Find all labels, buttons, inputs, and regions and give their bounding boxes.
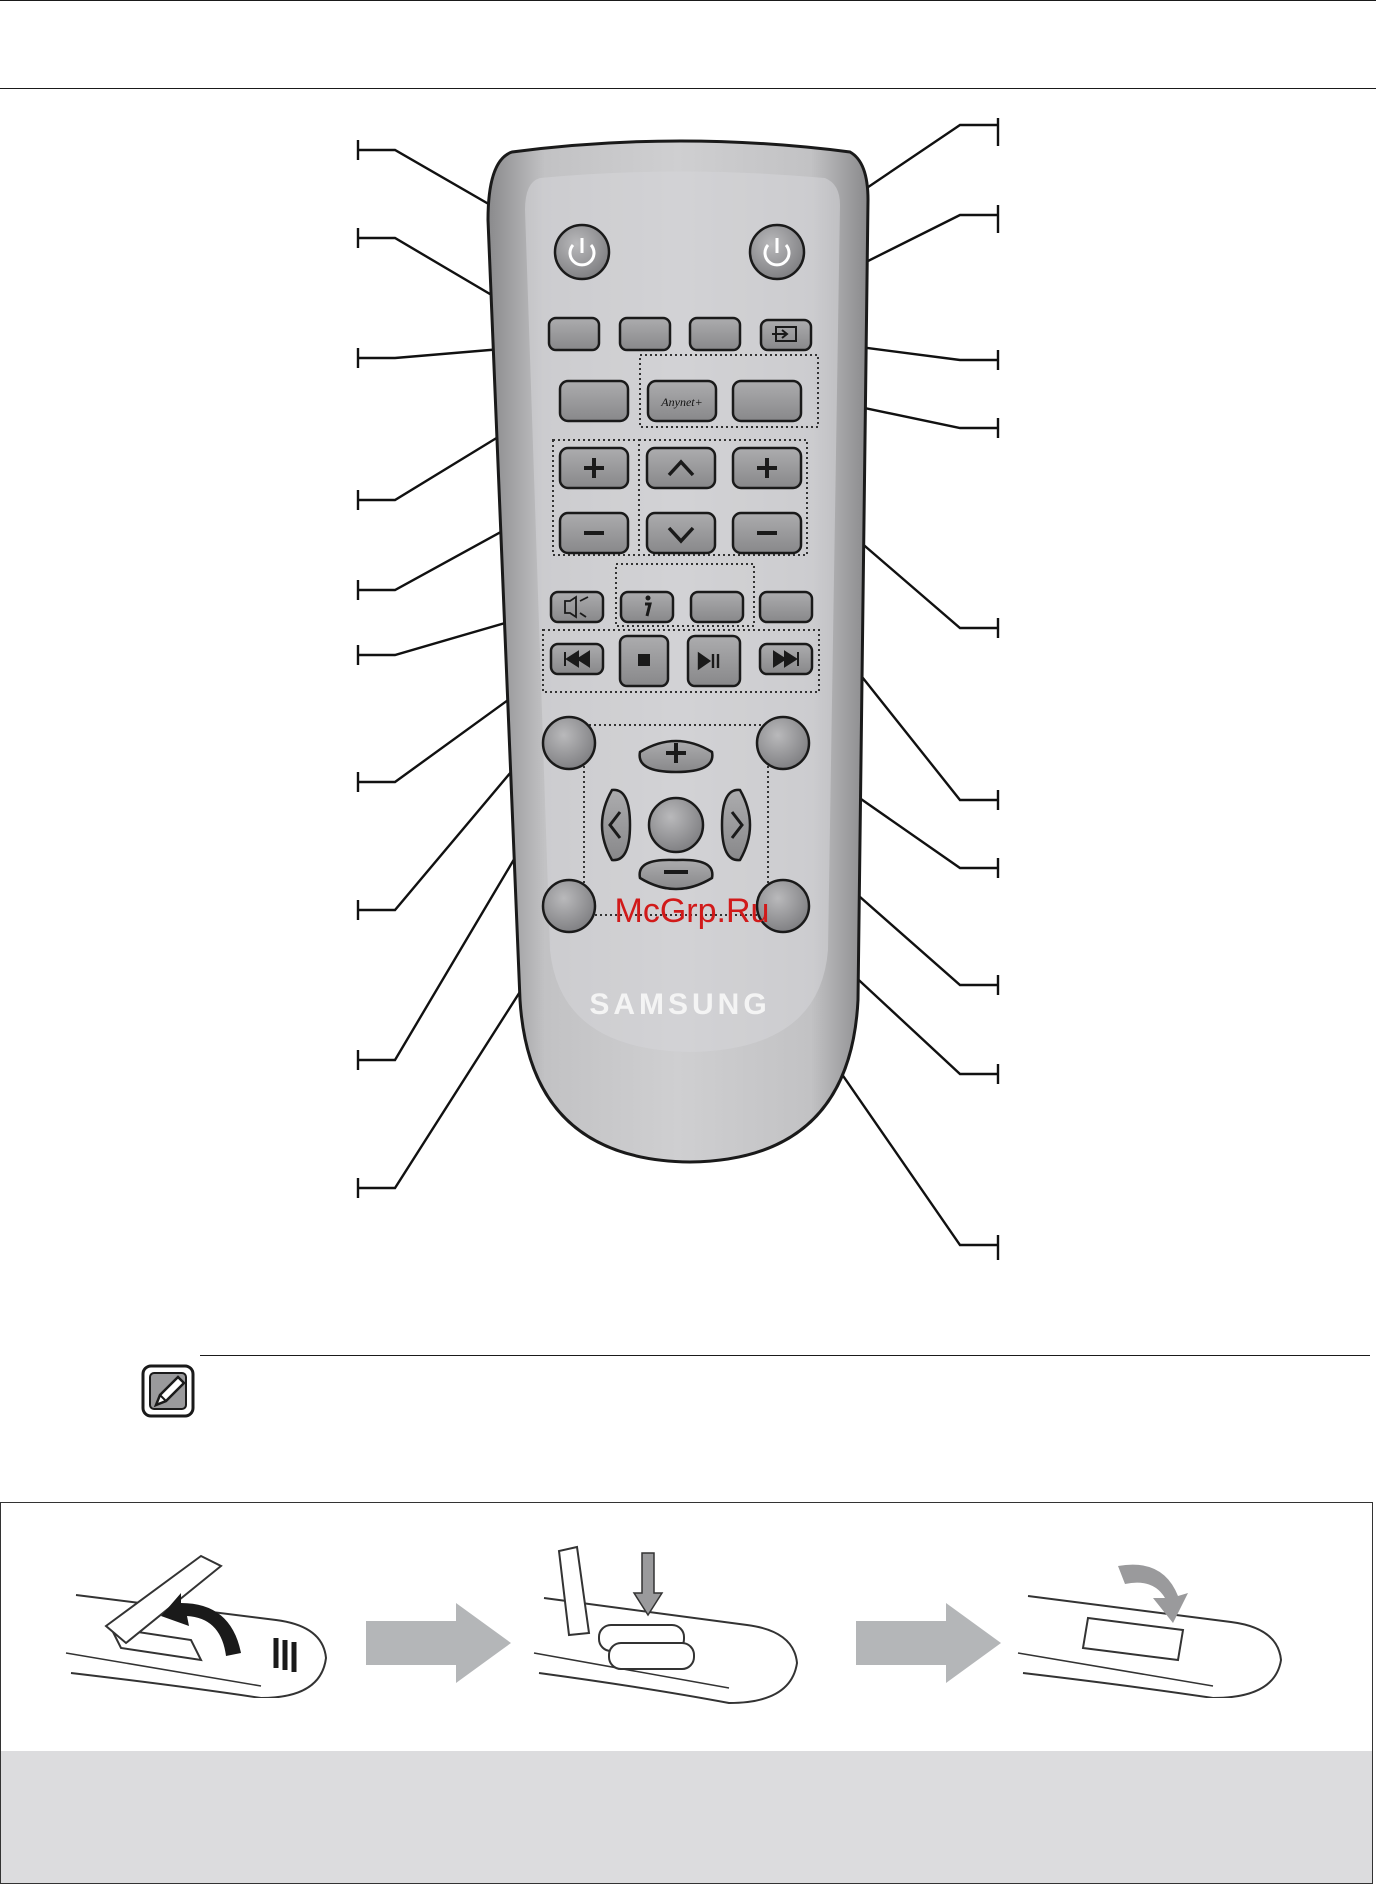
top-right-round-button[interactable] — [757, 717, 809, 769]
blank-button-7[interactable] — [760, 592, 812, 622]
battery-cover-closed — [1083, 1618, 1183, 1660]
insert-batteries-step — [529, 1543, 809, 1708]
battery-cover-open — [559, 1547, 589, 1635]
source-button[interactable] — [761, 320, 811, 350]
close-cover-step — [1013, 1548, 1293, 1698]
anynet-button[interactable] — [648, 381, 716, 421]
mute-button[interactable] — [551, 592, 603, 622]
dpad-left-button[interactable] — [602, 790, 630, 860]
note-section — [130, 1355, 1370, 1415]
step-arrow-1 — [366, 1603, 516, 1683]
play-pause-button[interactable] — [688, 636, 740, 686]
down-arrow-icon — [634, 1553, 662, 1615]
blank-button-2[interactable] — [620, 318, 670, 350]
plus-button[interactable] — [733, 448, 801, 488]
pencil-note-icon — [140, 1363, 196, 1419]
previous-button[interactable] — [551, 644, 603, 674]
blank-button-3[interactable] — [690, 318, 740, 350]
header-rule — [0, 88, 1376, 89]
stop-icon — [638, 654, 650, 666]
dpad-right-button[interactable] — [722, 790, 750, 860]
down-button[interactable] — [647, 513, 715, 553]
battery-cover — [106, 1556, 221, 1643]
blank-button-5[interactable] — [733, 381, 801, 421]
battery-icon — [609, 1643, 694, 1669]
dpad-down-button[interactable] — [640, 860, 713, 889]
blank-button-6[interactable] — [691, 592, 743, 622]
top-left-round-button[interactable] — [543, 717, 595, 769]
battery-installation-panel — [0, 1502, 1373, 1884]
remote-diagram — [0, 100, 1376, 1300]
step-arrow-2 — [856, 1603, 1006, 1683]
blank-button-1[interactable] — [549, 318, 599, 350]
open-cover-step — [61, 1548, 341, 1698]
select-button[interactable] — [649, 798, 703, 852]
watermark: McGrp.Ru — [614, 892, 770, 930]
brand-logo: SAMSUNG — [589, 988, 771, 1021]
anynet-label: Anynet+ — [661, 395, 703, 409]
note-rule — [200, 1355, 1370, 1356]
tv-power-button[interactable] — [555, 225, 609, 279]
vol-down-button[interactable] — [560, 513, 628, 553]
vol-up-button[interactable] — [560, 448, 628, 488]
next-button[interactable] — [760, 644, 812, 674]
dpad-up-button[interactable] — [640, 741, 713, 772]
minus-button[interactable] — [733, 513, 801, 553]
blank-button-4[interactable] — [560, 381, 628, 421]
up-button[interactable] — [647, 448, 715, 488]
stop-button[interactable] — [620, 636, 668, 686]
top-rule — [0, 0, 1376, 1]
battery-caption-band — [1, 1751, 1372, 1883]
power-button[interactable] — [750, 225, 804, 279]
info-button[interactable] — [621, 592, 673, 622]
bottom-left-round-button[interactable] — [543, 880, 595, 932]
